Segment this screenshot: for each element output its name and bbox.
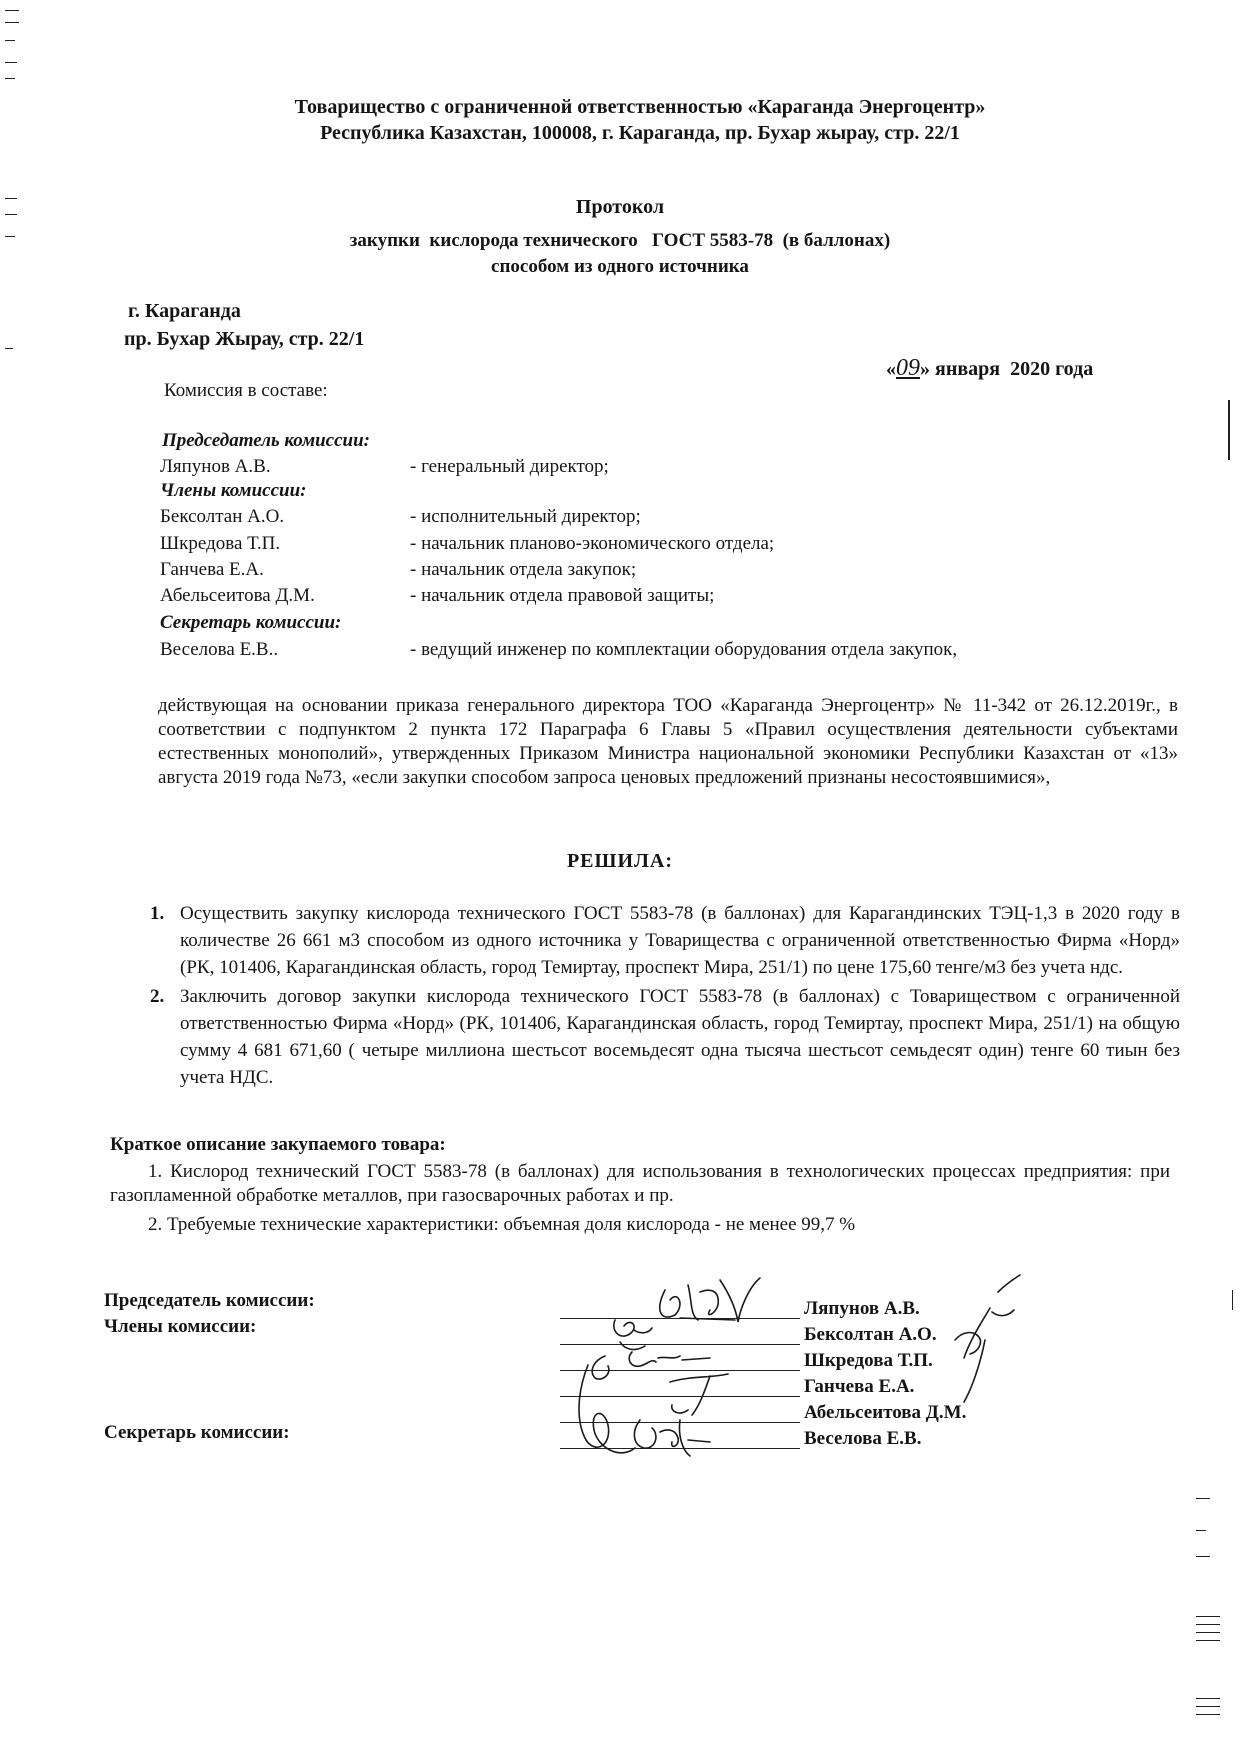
decision-item-number: 1. <box>150 903 165 924</box>
document-date <box>866 332 1093 405</box>
chair-row <box>160 456 1060 482</box>
decision-item-text: Заключить договор закупки кислорода технического ГОСТ 5583-78 (в баллонах) с Товариществом с ограниченной ответственностью Фирма «Норд» (РК, 101406, Карагандинская область, город Темиртау, проспект Мира, 251/1) на общую сумму 4 681 671,60 ( четыре миллиона шестьсот восемьдесят одна тысяча шестьсот семьдесят один) тенге 60 тиын без учета НДС. <box>180 986 1180 1088</box>
secretary-position: - ведущий инженер по комплектации оборудования отдела закупок, <box>410 639 958 660</box>
decision-list <box>150 900 1180 1091</box>
date-open-quote: « <box>886 358 896 380</box>
member-row <box>160 506 1060 532</box>
member-name: Бексолтан А.О. <box>160 506 285 527</box>
street: пр. Бухар Жырау, стр. 22/1 <box>124 328 365 350</box>
signer-name: Абельсеитова Д.М. <box>804 1402 967 1423</box>
date-close-quote: » <box>920 358 930 380</box>
member-name: Абельсеитова Д.М. <box>160 585 315 606</box>
description-item: 2. Требуемые технические характеристики: объемная доля кислорода - не менее 99,7 % <box>148 1214 856 1235</box>
chair-heading: Председатель комиссии: <box>162 430 370 451</box>
member-row <box>160 533 1060 559</box>
signer-name: Ляпунов А.В. <box>804 1298 920 1319</box>
decision-item <box>150 900 1180 981</box>
signer-name: Шкредова Т.П. <box>804 1350 933 1371</box>
signer-name: Веселова Е.В. <box>804 1428 922 1449</box>
chair-position: - генеральный директор; <box>410 456 609 477</box>
member-position: - начальник планово-экономического отдела; <box>410 533 775 554</box>
decision-item <box>150 983 1180 1091</box>
procurement-method: способом из одного источника <box>491 256 749 277</box>
decision-heading: РЕШИЛА: <box>566 850 674 872</box>
secretary-heading: Секретарь комиссии: <box>160 612 342 633</box>
member-position: - начальник отдела правовой защиты; <box>410 585 715 606</box>
member-name: Шкредова Т.П. <box>160 533 281 554</box>
signer-name: Бексолтан А.О. <box>804 1324 937 1345</box>
city: г. Караганда <box>128 300 241 322</box>
description-heading: Краткое описание закупаемого товара: <box>110 1134 446 1155</box>
description-item: 1. Кислород технический ГОСТ 5583-78 (в баллонах) для использования в технологических процессах предприятия: при газопламенной обработке металлов, при газосварочных работах и пр. <box>110 1161 1170 1206</box>
signer-name: Ганчева Е.А. <box>804 1376 915 1397</box>
sign-secretary-label: Секретарь комиссии: <box>104 1422 290 1443</box>
member-name: Ганчева Е.А. <box>160 559 264 580</box>
member-position: - начальник отдела закупок; <box>410 559 637 580</box>
member-row <box>160 585 1060 611</box>
secretary-row <box>160 639 1080 665</box>
basis-paragraph: действующая на основании приказа генерального директора ТОО «Караганда Энергоцентр» № 11-342 от 26.12.2019г., в соответствии с подпунктом 2 пункта 172 Параграфа 6 Главы 5 «Правил осуществления деятельности субъектами естественных монополий», утвержденных Приказом Министра национальной экономики Республики Казахстан от «13» августа 2019 года №73, «если закупки способом запроса ценовых предложений признаны несостоявшимися», <box>158 695 1178 788</box>
decision-item-number: 2. <box>150 986 165 1007</box>
member-position: - исполнительный директор; <box>410 506 641 527</box>
date-month-year: января 2020 года <box>935 358 1094 380</box>
member-row <box>160 559 1060 585</box>
org-name: Товарищество с ограниченной ответственностью «Караганда Энергоцентр» <box>294 96 986 118</box>
decision-item-text: Осуществить закупку кислорода технического ГОСТ 5583-78 (в баллонах) для Карагандинских ТЭЦ-1,3 в 2020 году в количестве 26 661 м3 способом из одного источника у Товарищества с ограниченной ответственностью Фирма «Норд» (РК, 101406, Карагандинская область, город Темиртау, проспект Мира, 251/1) по цене 175,60 тенге/м3 без учета ндс. <box>180 903 1180 978</box>
document-subject: закупки кислорода технического ГОСТ 5583-78 (в баллонах) <box>349 230 891 251</box>
date-day-handwritten: 09 <box>896 355 920 381</box>
secretary-name: Веселова Е.В.. <box>160 639 279 660</box>
members-heading: Члены комиссии: <box>160 480 307 501</box>
sign-members-label: Члены комиссии: <box>104 1316 257 1337</box>
commission-intro: Комиссия в составе: <box>164 380 328 401</box>
chair-name: Ляпунов А.В. <box>160 456 271 477</box>
handwritten-signatures <box>560 1270 1120 1480</box>
document-title: Протокол <box>575 196 665 218</box>
org-address: Республика Казахстан, 100008, г. Караганда, пр. Бухар жырау, стр. 22/1 <box>320 122 960 144</box>
sign-chair-label: Председатель комиссии: <box>104 1290 315 1311</box>
